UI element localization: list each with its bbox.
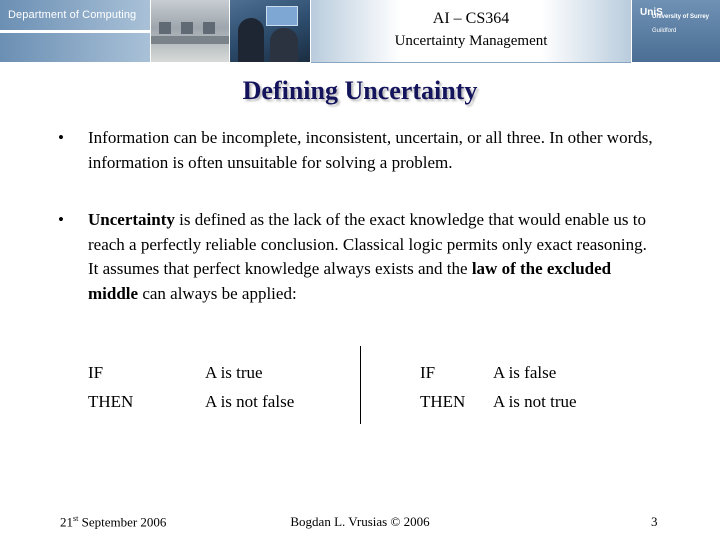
page-number: 3	[651, 514, 658, 529]
then-conclusion: A is not true	[493, 392, 577, 411]
students-photo-screen	[266, 6, 298, 26]
bullet-text: Information can be incomplete, inconsistent, uncertain, or all three. In other words, information is often unsuitable for solving a problem.	[88, 128, 653, 172]
footer-date-suffix: st	[73, 514, 79, 523]
bullet-text-part: can always be applied:	[138, 283, 297, 303]
lab-photo-monitor	[181, 22, 193, 34]
logic-right-keywords	[420, 358, 465, 416]
slide-title: Defining Uncertainty	[242, 76, 478, 105]
university-city: Guildford	[652, 28, 677, 34]
course-title: AI – CS364	[432, 10, 510, 27]
department-divider	[0, 30, 150, 33]
lab-photo	[151, 0, 229, 62]
then-keyword: THEN	[420, 392, 466, 411]
if-keyword: IF	[420, 363, 436, 382]
bullet-dot: •	[58, 128, 64, 147]
logic-left-keywords	[88, 358, 133, 416]
footer-date-day: 21	[60, 514, 73, 530]
university-logo-box	[632, 0, 720, 62]
students-photo	[230, 0, 310, 62]
then-keyword: THEN	[88, 392, 134, 411]
bullet-text-part: is defined as the lack of the exact knowledge that would enable us to reach a perfectly reliable conclusion. Classical logic permits only exact reasoning. It assumes that perfect knowledge always exists and the	[88, 210, 647, 278]
lab-photo-monitor	[203, 22, 215, 34]
unis-logo: UniS	[640, 7, 663, 18]
course-title-box	[311, 0, 631, 63]
course-subtitle: Uncertainty Management	[394, 33, 548, 49]
department-label: Department of Computing	[8, 9, 137, 21]
department-banner	[0, 0, 150, 62]
lab-photo-desk	[151, 36, 229, 44]
bullet-text	[88, 208, 658, 306]
university-name: University of Surrey	[652, 14, 710, 20]
logic-right-values	[493, 358, 577, 416]
bullet-bold-phrase: law of the excluded middle	[88, 259, 612, 303]
then-conclusion: A is not false	[205, 392, 295, 411]
if-condition: A is false	[493, 363, 557, 382]
logic-left-values	[205, 358, 294, 416]
slide-header	[0, 0, 720, 62]
if-condition: A is true	[205, 363, 263, 382]
bullet-term: Uncertainty	[88, 210, 175, 229]
footer-date-rest: September 2006	[78, 514, 167, 530]
students-photo-person	[270, 28, 298, 62]
if-keyword: IF	[88, 363, 104, 382]
bullet-dot: •	[58, 210, 64, 229]
footer-author: Bogdan L. Vrusias © 2006	[290, 514, 430, 529]
logic-divider	[360, 346, 361, 424]
lab-photo-monitor	[159, 22, 171, 34]
students-photo-person	[238, 18, 264, 62]
